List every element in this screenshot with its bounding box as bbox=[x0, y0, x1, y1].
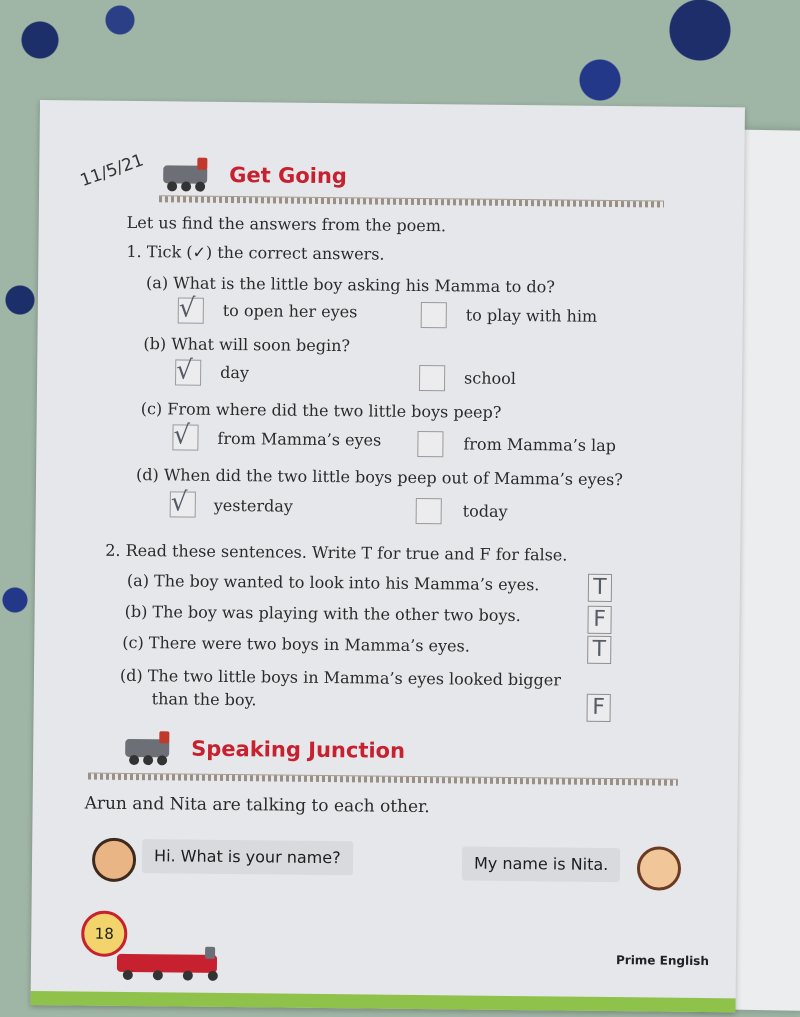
q1c-opt1-label: from Mamma’s eyes bbox=[217, 428, 382, 450]
handwritten-date: 11/5/21 bbox=[77, 150, 147, 192]
check-icon: √ bbox=[178, 293, 196, 324]
boy-avatar bbox=[92, 838, 136, 882]
q2a-answer-box[interactable]: T bbox=[588, 574, 612, 602]
q1c-opt1-checkbox[interactable] bbox=[172, 420, 198, 451]
check-icon: √ bbox=[173, 420, 191, 451]
speaking-junction-header bbox=[121, 731, 405, 768]
train-icon bbox=[121, 731, 185, 766]
q2b-sentence: (b) The boy was playing with the other two boys. bbox=[124, 601, 521, 626]
q1d-opt2-label: today bbox=[462, 501, 508, 521]
page-content bbox=[31, 100, 745, 1012]
q1b-opt1-checkbox[interactable] bbox=[175, 355, 201, 386]
q1-prompt: 1. Tick (✓) the correct answers. bbox=[126, 241, 385, 264]
q1a-opt1-checkbox[interactable] bbox=[178, 293, 204, 324]
speaking-junction-title: Speaking Junction bbox=[191, 736, 406, 763]
check-icon: √ bbox=[170, 487, 188, 518]
book-page bbox=[31, 100, 745, 1012]
q2d-sentence: (d) The two little boys in Mamma’s eyes looked bigger bbox=[119, 665, 562, 690]
q2d-answer-box[interactable]: F bbox=[587, 694, 611, 722]
q1d-opt1-label: yesterday bbox=[213, 495, 293, 516]
check-icon: √ bbox=[176, 355, 193, 386]
q1b-question: (b) What will soon begin? bbox=[143, 334, 351, 356]
q2c-sentence: (c) There were two boys in Mamma’s eyes. bbox=[122, 632, 470, 656]
girl-avatar bbox=[637, 846, 681, 890]
q1c-opt2-checkbox[interactable] bbox=[417, 431, 443, 457]
speaking-intro: Arun and Nita are talking to each other. bbox=[84, 793, 430, 818]
q1d-question: (d) When did the two little boys peep out of Mamma’s eyes? bbox=[135, 465, 623, 490]
speech-bubble-nita: My name is Nita. bbox=[462, 846, 621, 882]
q1b-opt2-checkbox[interactable] bbox=[419, 365, 445, 391]
q1b-opt1-label: day bbox=[220, 362, 250, 383]
q2c-answer-box[interactable]: T bbox=[587, 636, 611, 664]
train-icon bbox=[159, 157, 223, 192]
intro-text: Let us find the answers from the poem. bbox=[126, 212, 447, 236]
q2d-sentence-cont: than the boy. bbox=[151, 689, 257, 710]
q1c-question: (c) From where did the two little boys peep? bbox=[140, 399, 502, 422]
q2-prompt: 2. Read these sentences. Write T for true and F for false. bbox=[105, 540, 568, 565]
section-divider bbox=[88, 773, 678, 786]
train-icon bbox=[113, 946, 233, 981]
q2b-answer-box[interactable]: F bbox=[587, 606, 611, 634]
q2a-sentence: (a) The boy wanted to look into his Mamma’s eyes. bbox=[126, 570, 540, 595]
q1a-opt2-label: to play with him bbox=[465, 305, 598, 326]
brand-name: Prime English bbox=[615, 953, 709, 969]
get-going-title: Get Going bbox=[229, 162, 348, 189]
page-number-badge: 18 bbox=[81, 910, 127, 956]
q1d-opt1-checkbox[interactable] bbox=[170, 487, 196, 518]
get-going-header bbox=[159, 157, 347, 193]
q1a-opt2-checkbox[interactable] bbox=[421, 302, 447, 328]
q1a-opt1-label: to open her eyes bbox=[222, 300, 358, 322]
q1b-opt2-label: school bbox=[464, 368, 517, 388]
section-divider bbox=[159, 195, 664, 207]
q1c-opt2-label: from Mamma’s lap bbox=[463, 434, 617, 456]
q1a-question: (a) What is the little boy asking his Mamma to do? bbox=[145, 273, 555, 297]
q1d-opt2-checkbox[interactable] bbox=[416, 498, 442, 524]
speech-bubble-arun: Hi. What is your name? bbox=[142, 839, 353, 875]
